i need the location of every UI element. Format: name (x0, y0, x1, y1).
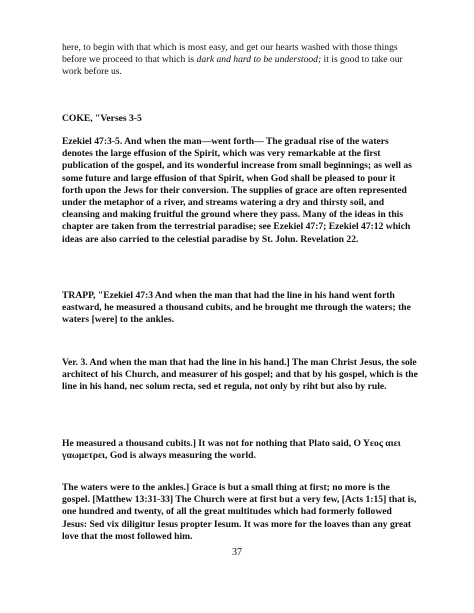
verse3-paragraph: Ver. 3. And when the man that had the line in his hand.] The man Christ Jesus, the sole architect of his Church, and measurer of his gospel; and that by his gospel, which is the line in his hand, nec solum recta, sed et regula, not only by riht but also by rule. (62, 357, 418, 393)
trapp-paragraph: TRAPP, "Ezekiel 47:3 And when the man that had the line in his hand went forth eastward, he measured a thousand cubits, and he brought me through the waters; the waters [were] to the ankles. (62, 290, 411, 326)
page-number: 37 (232, 547, 242, 558)
intro-paragraph (62, 42, 418, 79)
coke-heading: COKE, "Verses 3-5 (62, 113, 142, 124)
waters-paragraph: The waters were to the ankles.] Grace is but a small thing at first; no more is the gospel. [Matthew 13:31-33] The Church were at first but a very few, [Acts 1:15] that is, one hundred and twenty, of all the great multitudes which had formerly followed Jesus: Sed vix diligitur Iesus propter Iesum. It was more for the loaves than any great love that the most followed him. (62, 482, 417, 542)
intro-text-part1: here, to begin with that which is most easy, and get our hearts washed with those things before we proceed to that which is (62, 42, 398, 66)
intro-italic-text: dark and hard to be understood; (196, 54, 322, 66)
intro-text-part2: it is good to take our work before us. (62, 54, 403, 78)
measured-paragraph: He measured a thousand cubits.] It was not for nothing that Plato said, Ο Υεος αιει γαωμετρει, God is always measuring the world. (62, 438, 401, 462)
coke-commentary-paragraph: Ezekiel 47:3-5. And when the man—went forth— The gradual rise of the waters denotes the large effusion of the Spirit, which was very remarkable at the first publication of the gospel, and its wonderful increase from small beginnings; as well as some future and large effusion of that Spirit, when God shall be pleased to pour it forth upon the Jews for their conversion. The supplies of grace are often represented under the metaphor of a river, and streams watering a dry and thirsty soil, and cleansing and making fruitful the ground where they pass. Many of the ideas in this chapter are taken from the terrestrial paradise; see Ezekiel 47:7; Ezekiel 47:12 which ideas are also carried to the celestial paradise by St. John. Revelation 22. (62, 136, 412, 245)
